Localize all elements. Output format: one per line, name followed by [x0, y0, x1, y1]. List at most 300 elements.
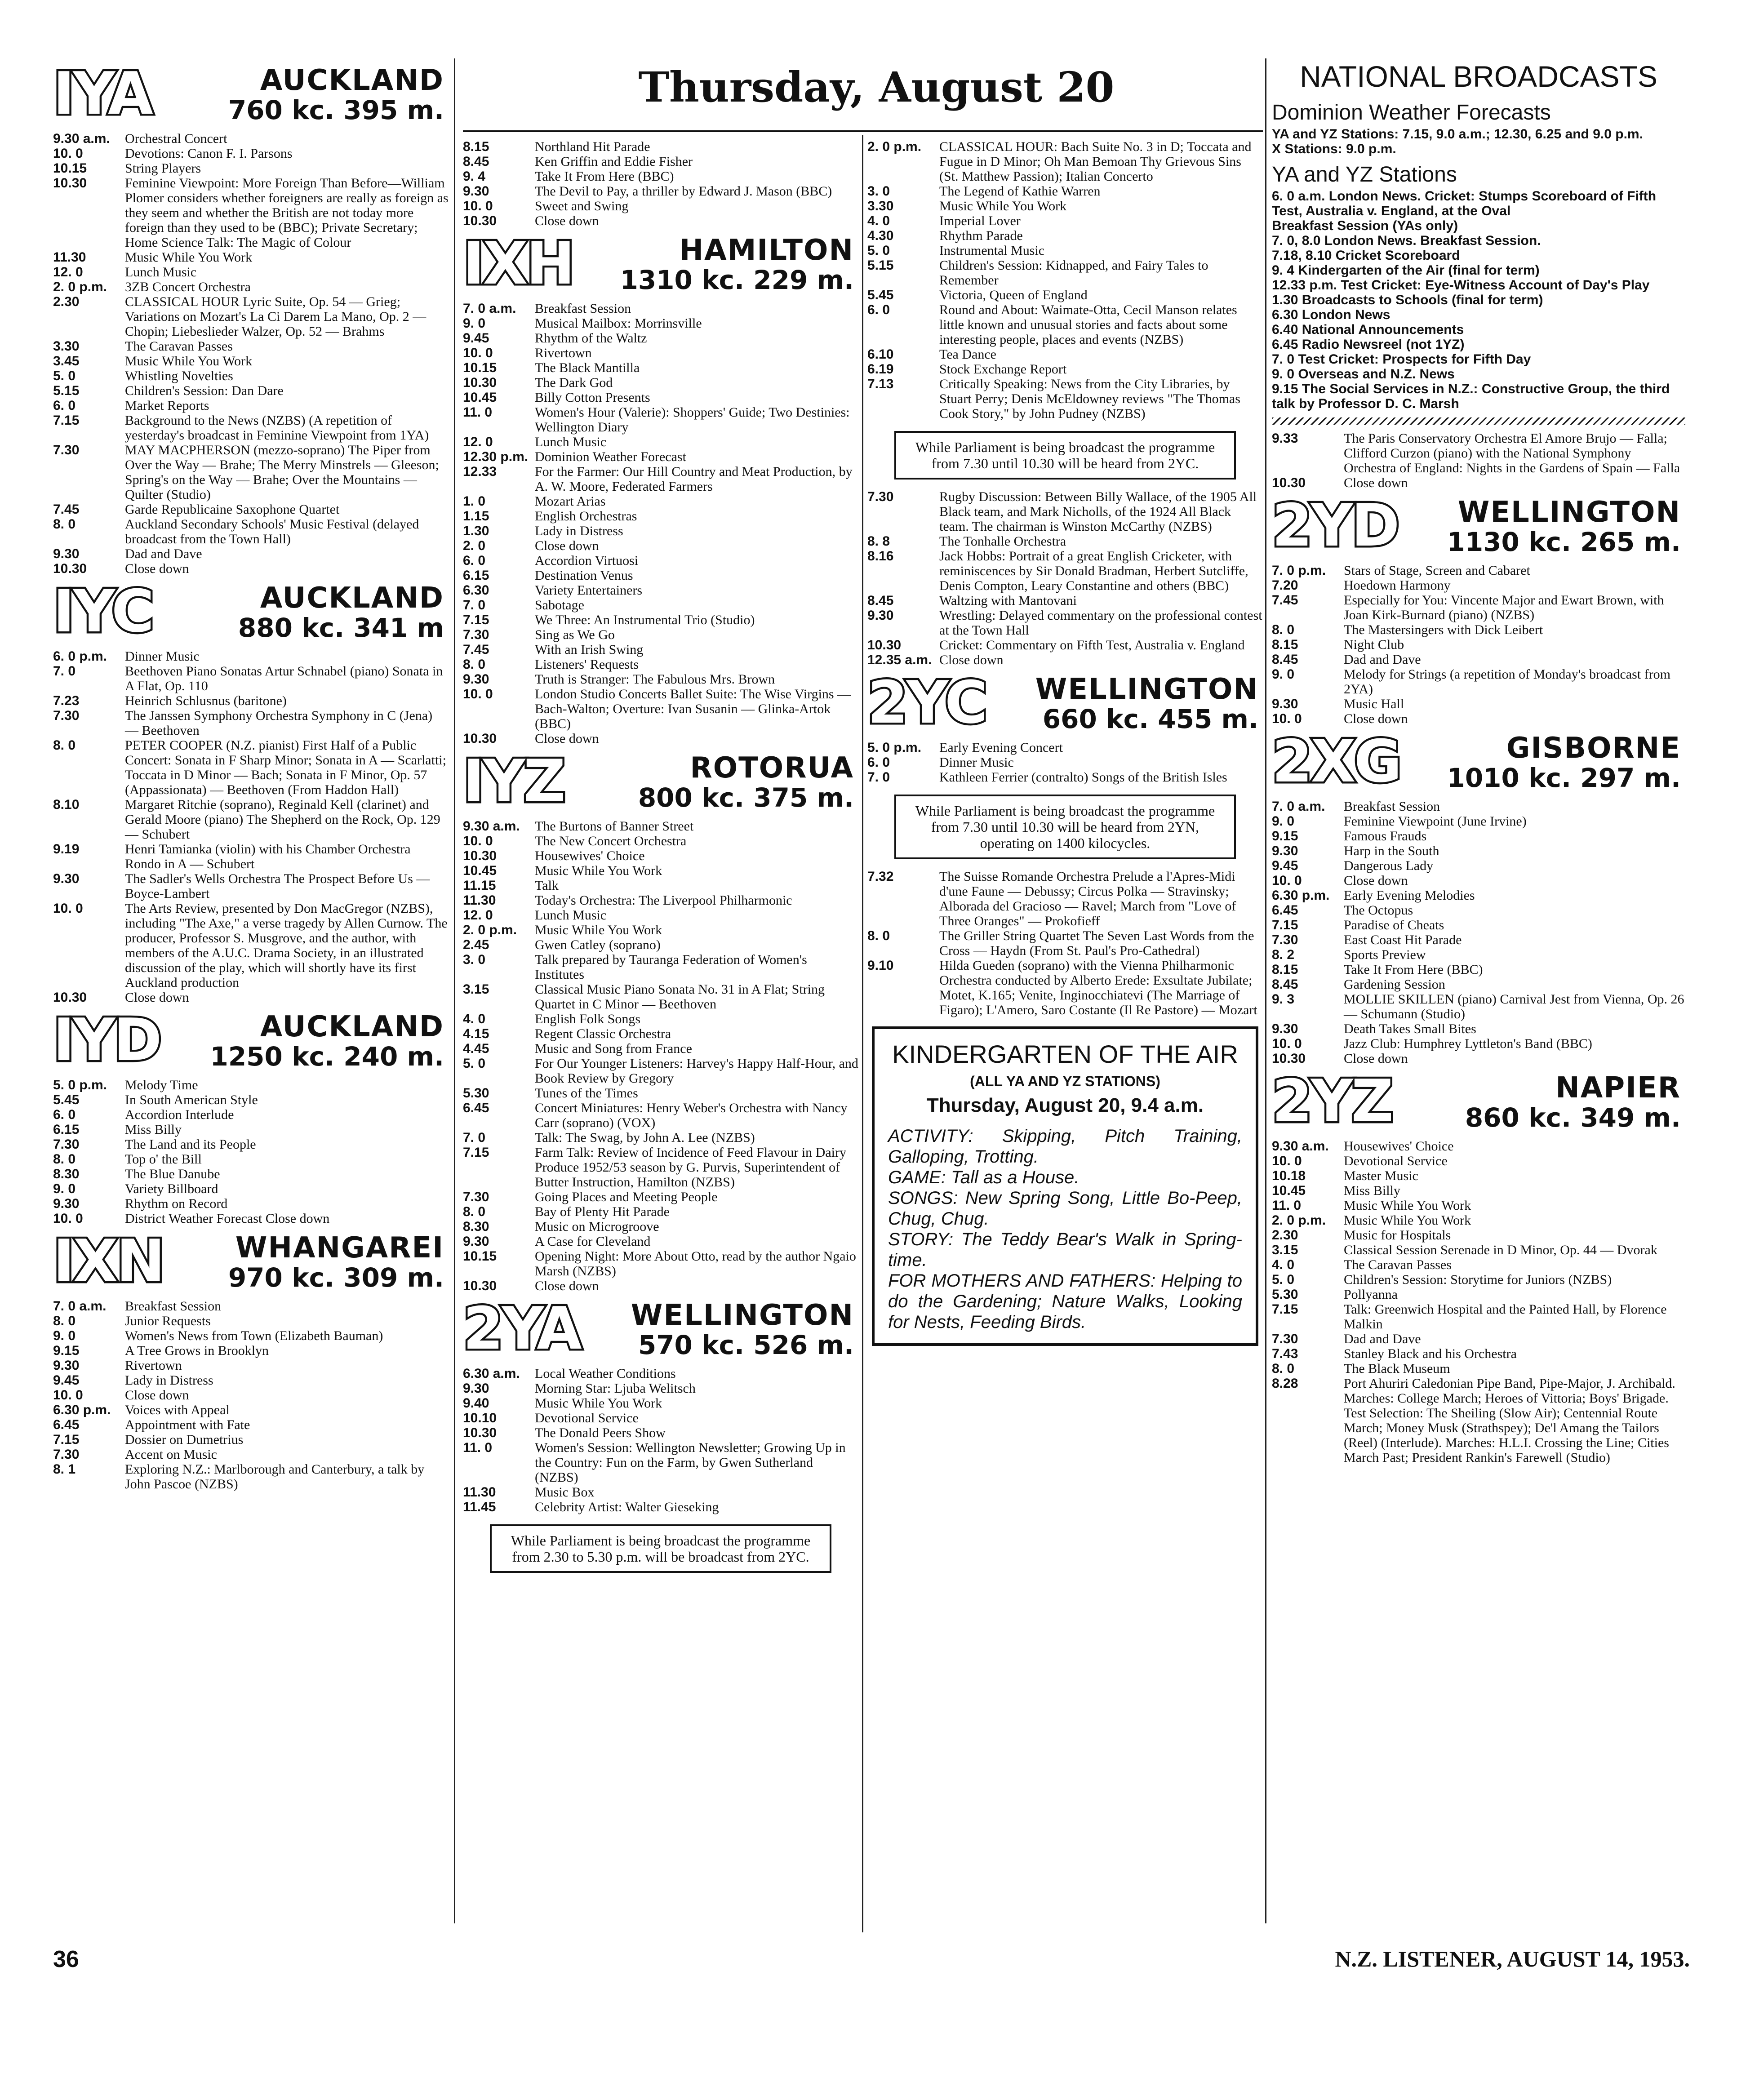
- kindergarten-line: STORY: The Teddy Bear's Walk in Spring-time.: [888, 1230, 1242, 1270]
- programme-title: Lady in Distress: [535, 524, 623, 538]
- programme-time: 7.43: [1272, 1346, 1298, 1361]
- programme-title: Rhythm of the Waltz: [535, 331, 647, 346]
- programme-entry: [1272, 1183, 1685, 1198]
- programme-entry: [867, 958, 1263, 1017]
- programme-entry: [1272, 667, 1685, 697]
- programme-time: 10.30: [1272, 475, 1306, 490]
- programme-entry: [53, 146, 449, 161]
- programme-entry: [463, 464, 858, 494]
- programme-entry: [53, 1447, 449, 1462]
- weather-line: YA and YZ Stations: 7.15, 9.0 a.m.; 12.30, 6.25 and 9.0 p.m.: [1272, 127, 1643, 142]
- programme-title: Night Club: [1344, 637, 1404, 652]
- programme-entry: [463, 1485, 858, 1500]
- programme-title: English Orchestras: [535, 509, 637, 524]
- programme-entry: [463, 1381, 858, 1396]
- programme-entry: [463, 1425, 858, 1440]
- national-line: 6. 0 a.m. London News. Cricket: Stumps Scoreboard of Fifth Test, Australia v. England, at the Oval: [1272, 189, 1657, 218]
- programme-entry: [463, 863, 858, 878]
- issue-footer: N.Z. LISTENER, AUGUST 14, 1953.: [1335, 1946, 1690, 1971]
- programme-title: Variety Entertainers: [535, 583, 643, 598]
- column-rule: [454, 58, 455, 1923]
- programme-entry: [53, 131, 449, 146]
- programme-time: 9.30: [53, 871, 80, 886]
- programme-entry: [463, 1041, 858, 1056]
- programme-entry: [1272, 1154, 1685, 1168]
- programme-entry: [1272, 1036, 1685, 1051]
- programme-entry: [463, 893, 858, 908]
- programme-entry: [53, 443, 449, 502]
- programme-time: 10.15: [463, 1249, 497, 1264]
- programme-entry: [867, 638, 1263, 653]
- programme-title: Imperial Lover: [939, 213, 1021, 228]
- programme-entry: [463, 731, 858, 746]
- kindergarten-line: ACTIVITY: Skipping, Pitch Training, Galloping, Trotting.: [888, 1126, 1242, 1167]
- kindergarten-date: Thursday, August 20, 9.4 a.m.: [926, 1094, 1204, 1116]
- programme-title: Garde Republicaine Saxophone Quartet: [125, 502, 340, 517]
- programme-time: 9.15: [1272, 829, 1298, 844]
- station-header: [53, 577, 449, 647]
- programme-title: Farm Talk: Review of Incidence of Feed Flavour in Dairy Produce 1952/53 season by G. Purvis, Superintendent of Butter Instruction, Hamilton (NZBS): [535, 1145, 846, 1190]
- programme-entry: [53, 990, 449, 1005]
- station-frequency: 860 kc. 349 m.: [1465, 1102, 1681, 1133]
- programme-time: 9.30: [1272, 697, 1298, 711]
- kindergarten-line: FOR MOTHERS AND FATHERS: Helping to do the Gardening; Nature Walks, Looking for Nests, Feeding Birds.: [888, 1271, 1242, 1332]
- programme-title: Rhythm on Record: [125, 1196, 228, 1211]
- programme-time: 7.45: [53, 502, 80, 517]
- programme-time: 9. 0: [1272, 814, 1295, 829]
- programme-title: Close down: [535, 213, 599, 228]
- programme-time: 10.30: [867, 638, 902, 653]
- programme-entry: [1272, 652, 1685, 667]
- programme-time: 10. 0: [53, 146, 83, 161]
- programme-time: 3.30: [53, 339, 80, 354]
- programme-time: 10. 0: [53, 1388, 83, 1403]
- programme-entry: [53, 1314, 449, 1328]
- programme-title: Morning Star: Ljuba Welitsch: [535, 1381, 696, 1396]
- programme-title: Devotional Service: [535, 1411, 639, 1425]
- programme-time: 3.30: [867, 199, 894, 213]
- station-city: NAPIER: [1555, 1071, 1681, 1105]
- programme-time: 8. 0: [1272, 622, 1295, 637]
- programme-entry: [1272, 799, 1685, 814]
- programme-time: 7.32: [867, 869, 894, 884]
- programme-entry: [53, 1373, 449, 1388]
- programme-title: The Burtons of Banner Street: [535, 819, 694, 834]
- programme-entry: [463, 169, 858, 184]
- national-line: 7.18, 8.10 Cricket Scoreboard: [1272, 248, 1460, 263]
- programme-title: Sports Preview: [1344, 947, 1426, 962]
- programme-entry: [463, 583, 858, 598]
- programme-title: Auckland Secondary Schools' Music Festival (delayed broadcast from the Town Hall): [125, 517, 419, 546]
- programme-title: PETER COOPER (N.Z. pianist) First Half of a Public Concert: Sonata in F Sharp Minor; Sonata in A — Scarlatti; Toccata in D Minor — Bach; Sonata in F Minor, Op. 57 (Appassionata) — Beethoven (From Haddon Hall): [125, 738, 446, 797]
- programme-title: The Land and its People: [125, 1137, 256, 1152]
- programme-title: The Caravan Passes: [1344, 1257, 1452, 1272]
- kindergarten-line: SONGS: New Spring Song, Little Bo-Peep, Chug, Chug.: [888, 1188, 1242, 1229]
- programme-time: 8.15: [1272, 962, 1298, 977]
- programme-time: 6.15: [463, 568, 489, 583]
- programme-title: Miss Billy: [125, 1122, 182, 1137]
- programme-entry: [463, 1366, 858, 1381]
- programme-entry: [867, 258, 1263, 288]
- programme-entry: [53, 368, 449, 383]
- programme-title: Exploring N.Z.: Marlborough and Canterbury, a talk by John Pascoe (NZBS): [125, 1462, 425, 1492]
- programme-entry: [1272, 711, 1685, 726]
- programme-time: 8. 0: [1272, 1361, 1295, 1376]
- programme-title: Music While You Work: [1344, 1198, 1471, 1213]
- programme-title: The Sadler's Wells Orchestra The Prospect Before Us — Boyce-Lambert: [125, 871, 430, 901]
- programme-entry: [463, 1012, 858, 1026]
- programme-time: 7.30: [463, 1190, 489, 1204]
- programme-time: 7. 0 p.m.: [1272, 563, 1326, 578]
- programme-time: 9.40: [463, 1396, 489, 1411]
- programme-time: 6.45: [1272, 903, 1298, 918]
- national-line: 6.45 Radio Newsreel (not 1YZ): [1272, 337, 1465, 352]
- programme-time: 10.30: [53, 990, 87, 1005]
- programme-entry: [53, 1417, 449, 1432]
- programme-title: The Tonhalle Orchestra: [939, 534, 1066, 549]
- programme-entry: [867, 928, 1263, 958]
- programme-title: Talk: The Swag, by John A. Lee (NZBS): [535, 1130, 755, 1145]
- programme-title: Rugby Discussion: Between Billy Wallace, of the 1905 All Black team, and Mark Nicholls, of the 1924 All Black team. The chairman is Winston McCarthy (NZBS): [939, 489, 1257, 534]
- programme-entry: [53, 1358, 449, 1373]
- national-line: 9. 4 Kindergarten of the Air (final for term): [1272, 263, 1540, 278]
- parliament-notice: While Parliament is being broadcast the programme from 2.30 to 5.30 p.m. will be broadcast from 2YC.: [490, 1524, 831, 1573]
- programme-time: 6.45: [463, 1101, 489, 1115]
- programme-entry: [463, 568, 858, 583]
- programme-time: 4.45: [463, 1041, 489, 1056]
- station-frequency: 1310 kc. 229 m.: [620, 265, 854, 295]
- programme-title: The Suisse Romande Orchestra Prelude a l'Apres-Midi d'une Faune — Debussy; Circus Polka — Stravinsky; Alborada del Gracioso — Ravel; March from "Love of Three Oranges" — Prokofieff: [939, 869, 1236, 928]
- programme-title: Henri Tamianka (violin) with his Chamber Orchestra Rondo in A — Schubert: [125, 842, 411, 871]
- programme-entry: [463, 1026, 858, 1041]
- programme-title: Ken Griffin and Eddie Fisher: [535, 154, 693, 169]
- programme-entry: [463, 908, 858, 923]
- programme-entry: [463, 1234, 858, 1249]
- programme-entry: [463, 1396, 858, 1411]
- programme-time: 6.45: [53, 1417, 80, 1432]
- programme-title: The Black Museum: [1344, 1361, 1450, 1376]
- programme-title: English Folk Songs: [535, 1012, 641, 1026]
- national-line: 9. 0 Overseas and N.Z. News: [1272, 367, 1455, 382]
- programme-title: Music While You Work: [125, 354, 253, 368]
- programme-time: 3.15: [463, 982, 489, 997]
- station-call-sign: IYC: [53, 577, 153, 645]
- heading-rule: [463, 130, 1263, 132]
- programme-time: 7.30: [53, 1137, 80, 1152]
- date-heading: Thursday, August 20: [638, 63, 1115, 111]
- programme-title: Talk: Greenwich Hospital and the Painted Hall, by Florence Malkin: [1344, 1302, 1667, 1332]
- programme-title: Children's Session: Dan Dare: [125, 383, 284, 398]
- station-header: [867, 668, 1263, 738]
- programme-entry: [463, 1130, 858, 1145]
- programme-entry: [1272, 1272, 1685, 1287]
- programme-entry: [53, 664, 449, 693]
- programme-entry: [463, 657, 858, 672]
- programme-entry: [463, 1145, 858, 1190]
- programme-time: 7.45: [1272, 593, 1298, 608]
- programme-title: Regent Classic Orchestra: [535, 1026, 671, 1041]
- programme-entry: [463, 627, 858, 642]
- programme-title: MOLLIE SKILLEN (piano) Carnival Jest from Vienna, Op. 26 — Schumann (Studio): [1344, 992, 1684, 1021]
- programme-time: 7.30: [53, 708, 80, 723]
- programme-entry: [1272, 1361, 1685, 1376]
- station-header: [53, 1227, 449, 1297]
- programme-title: Musical Mailbox: Morrinsville: [535, 316, 702, 331]
- programme-entry: [463, 834, 858, 848]
- programme-entry: [463, 553, 858, 568]
- programme-title: Harp in the South: [1344, 844, 1439, 858]
- programme-title: Rivertown: [125, 1358, 182, 1373]
- programme-entry: [1272, 858, 1685, 873]
- programme-title: Close down: [939, 653, 1004, 667]
- programme-time: 4.15: [463, 1026, 489, 1041]
- programme-title: Sing as We Go: [535, 627, 615, 642]
- programme-time: 7.30: [53, 443, 80, 457]
- programme-title: Death Takes Small Bites: [1344, 1021, 1476, 1036]
- programme-title: Sabotage: [535, 598, 584, 613]
- station-frequency: 970 kc. 309 m.: [228, 1262, 444, 1293]
- programme-title: Wrestling: Delayed commentary on the professional contest at the Town Hall: [939, 608, 1262, 638]
- programme-time: 9.30: [1272, 844, 1298, 858]
- programme-time: 7. 0: [463, 1130, 486, 1145]
- programme-title: District Weather Forecast Close down: [125, 1211, 330, 1226]
- programme-entry: [53, 502, 449, 517]
- programme-entry: [463, 199, 858, 213]
- programme-time: 11.30: [463, 893, 496, 908]
- programme-title: Bay of Plenty Hit Parade: [535, 1204, 670, 1219]
- programme-entry: [1272, 888, 1685, 903]
- programme-entry: [53, 265, 449, 280]
- programme-entry: [463, 390, 858, 405]
- programme-entry: [1272, 918, 1685, 932]
- programme-entry: [1272, 1228, 1685, 1243]
- programme-time: 12. 0: [463, 435, 493, 449]
- programme-title: A Case for Cleveland: [535, 1234, 651, 1249]
- programme-entry: [53, 693, 449, 708]
- programme-title: Hilda Gueden (soprano) with the Vienna Philharmonic Orchestra conducted by Alberto Erede: Exsultate Jubilate; Motet, K.165; Venite, Inginocchiatevi (The Marriage of Figaro); L'Amero, Saro Costante (Il Re Pastore) — Mozart: [939, 958, 1257, 1017]
- programme-entry: [463, 1219, 858, 1234]
- programme-title: The Janssen Symphony Orchestra Symphony in C (Jena) — Beethoven: [125, 708, 433, 738]
- programme-title: Melody Time: [125, 1078, 198, 1092]
- programme-title: Port Ahuriri Caledonian Pipe Band, Pipe-Major, J. Archibald. Marches: College March; Heroes of Vittoria; Boys' Brigade. Test Selection: The Sheiling (Slow Air); Centennial Route March; Money Musk (Strathspey); De'l Amang the Tailors (Reel) (Interlude). Marches: H.L.I. Crossing the Line; Cities March Past; President Rankin's Farewell (Studio): [1344, 1376, 1675, 1465]
- programme-time: 10. 0: [53, 901, 83, 916]
- station-call-sign: IYZ: [463, 747, 564, 815]
- programme-entry: [867, 377, 1263, 421]
- programme-time: 10.30: [463, 375, 497, 390]
- programme-time: 4. 0: [867, 213, 890, 228]
- programme-entry: [867, 288, 1263, 302]
- stations-heading: YA and YZ Stations: [1272, 163, 1457, 186]
- programme-title: Early Evening Concert: [939, 740, 1063, 755]
- programme-entry: [53, 649, 449, 664]
- wavy-divider: [1272, 417, 1685, 425]
- programme-entry: [463, 937, 858, 952]
- national-broadcasts: [1272, 58, 1685, 425]
- programme-title: London Studio Concerts Ballet Suite: The Wise Virgins — Bach-Walton; Overture: Ivan Susanin — Glinka-Artok (BBC): [535, 687, 851, 731]
- programme-title: Miss Billy: [1344, 1183, 1400, 1198]
- programme-time: 10.30: [463, 848, 497, 863]
- programme-time: 4. 0: [463, 1012, 486, 1026]
- programme-entry: [53, 1299, 449, 1314]
- programme-title: CLASSICAL HOUR: Bach Suite No. 3 in D; Toccata and Fugue in D Minor; Oh Man Bemoan Thy Grievous Sins (St. Matthew Passion); Italian Concerto: [939, 139, 1252, 184]
- programme-time: 2. 0: [463, 538, 486, 553]
- programme-entry: [463, 360, 858, 375]
- weather-heading: Dominion Weather Forecasts: [1272, 101, 1551, 124]
- station-frequency: 570 kc. 526 m.: [638, 1330, 854, 1360]
- programme-entry: [463, 1440, 858, 1485]
- programme-time: 10. 0: [1272, 1036, 1302, 1051]
- programme-entry: [867, 199, 1263, 213]
- programme-title: Rivertown: [535, 346, 592, 360]
- programme-entry: [867, 608, 1263, 638]
- programme-time: 8. 0: [53, 517, 76, 532]
- programme-time: 9.30 a.m.: [1272, 1139, 1329, 1154]
- station-header: [463, 229, 858, 299]
- programme-entry: [1272, 475, 1685, 490]
- programme-entry: [53, 383, 449, 398]
- programme-time: 7.20: [1272, 578, 1298, 593]
- programme-entry: [463, 687, 858, 731]
- programme-title: Feminine Viewpoint: More Foreign Than Before—William Plomer considers whether foreigners are really as foreign as they seem and whether the British are not today more foreign than they used to be (BBC); Private Secretary; Home Science Talk: The Magic of Colour: [125, 176, 449, 250]
- programme-time: 11.30: [53, 250, 86, 265]
- programme-entry: [53, 797, 449, 842]
- programme-time: 9.33: [1272, 431, 1298, 446]
- programme-time: 12.35 a.m.: [867, 653, 932, 667]
- programme-title: Rhythm Parade: [939, 228, 1023, 243]
- programme-time: 2. 0 p.m.: [867, 139, 922, 154]
- programme-time: 9. 3: [1272, 992, 1295, 1007]
- programme-time: 2.30: [1272, 1228, 1298, 1243]
- programme-time: 9.30: [463, 1381, 489, 1396]
- programme-title: Close down: [125, 990, 189, 1005]
- programme-title: Stock Exchange Report: [939, 362, 1067, 377]
- programme-title: Mozart Arias: [535, 494, 606, 509]
- programme-title: Victoria, Queen of England: [939, 288, 1088, 302]
- programme-entry: [867, 228, 1263, 243]
- programme-time: 8. 2: [1272, 947, 1295, 962]
- programme-entry: [463, 982, 858, 1012]
- programme-title: The Blue Danube: [125, 1167, 220, 1181]
- programme-entry: [463, 1204, 858, 1219]
- parliament-notice: While Parliament is being broadcast the programme from 7.30 until 10.30 will be heard from 2YN, operating on 1400 kilocycles.: [894, 795, 1236, 859]
- programme-time: 8. 0: [53, 1152, 76, 1167]
- programme-entry: [463, 494, 858, 509]
- programme-title: Music and Song from France: [535, 1041, 692, 1056]
- station-city: AUCKLAND: [260, 582, 444, 615]
- programme-entry: [463, 213, 858, 228]
- programme-entry: [1272, 1332, 1685, 1346]
- programme-title: We Three: An Instrumental Trio (Studio): [535, 613, 755, 627]
- programme-entry: [463, 878, 858, 893]
- programme-entry: [53, 1167, 449, 1181]
- programme-entry: [463, 405, 858, 435]
- programme-title: Close down: [535, 1279, 599, 1293]
- programme-title: Close down: [1344, 1051, 1408, 1066]
- programme-time: 5.15: [53, 383, 80, 398]
- programme-time: 8.28: [1272, 1376, 1298, 1391]
- programme-time: 11.15: [463, 878, 496, 893]
- programme-title: Take It From Here (BBC): [1344, 962, 1483, 977]
- programme-entry: [53, 842, 449, 871]
- programme-time: 3. 0: [867, 184, 890, 199]
- programme-entry: [1272, 1302, 1685, 1332]
- programme-title: Background to the News (NZBS) (A repetition of yesterday's broadcast in Feminine Viewpoint from 1YA): [125, 413, 429, 443]
- weather-line: X Stations: 9.0 p.m.: [1272, 142, 1396, 156]
- programme-entry: [867, 347, 1263, 362]
- programme-entry: [463, 1249, 858, 1279]
- programme-time: 7.23: [53, 693, 80, 708]
- programme-title: Children's Session: Storytime for Juniors (NZBS): [1344, 1272, 1612, 1287]
- programme-entry: [867, 770, 1263, 785]
- programme-time: 2. 0 p.m.: [1272, 1213, 1326, 1228]
- programme-time: 10.10: [463, 1411, 497, 1425]
- programme-time: 7. 0: [463, 598, 486, 613]
- national-line: 1.30 Broadcasts to Schools (final for term): [1272, 293, 1543, 307]
- programme-time: 6.15: [53, 1122, 80, 1137]
- programme-title: String Players: [125, 161, 201, 176]
- programme-entry: [1272, 622, 1685, 637]
- programme-time: 10. 0: [463, 346, 493, 360]
- programme-title: Devotional Service: [1344, 1154, 1448, 1168]
- station-city: WELLINGTON: [1035, 673, 1258, 706]
- programme-time: 5. 0 p.m.: [867, 740, 922, 755]
- programme-entry: [1272, 962, 1685, 977]
- programme-entry: [53, 517, 449, 546]
- programme-time: 8.16: [867, 549, 894, 564]
- station-frequency: 800 kc. 375 m.: [638, 782, 854, 813]
- programme-time: 7.13: [867, 377, 894, 391]
- programme-time: 9.30: [867, 608, 894, 623]
- programme-entry: [53, 1211, 449, 1226]
- programme-time: 8.15: [463, 139, 489, 154]
- programme-title: Round and About: Waimate-Otta, Cecil Manson relates little known and unusual stories and facts about some interesting people, places and events (NZBS): [939, 302, 1237, 347]
- programme-entry: [463, 923, 858, 937]
- programme-title: Devotions: Canon F. I. Parsons: [125, 146, 293, 161]
- station-city: AUCKLAND: [260, 64, 444, 97]
- programme-title: Lady in Distress: [125, 1373, 213, 1388]
- programme-time: 9. 4: [463, 169, 486, 184]
- programme-entry: [53, 708, 449, 738]
- programme-title: Dossier on Dumetrius: [125, 1432, 244, 1447]
- programme-entry: [1272, 593, 1685, 622]
- programme-entry: [463, 524, 858, 538]
- programme-entry: [1272, 637, 1685, 652]
- programme-title: Concert Miniatures: Henry Weber's Orchestra with Nancy Carr (soprano) (VOX): [535, 1101, 848, 1130]
- programme-time: 10.45: [1272, 1183, 1306, 1198]
- programme-entry: [463, 139, 858, 154]
- programme-entry: [53, 250, 449, 265]
- programme-time: 8.45: [1272, 977, 1298, 992]
- programme-entry: [53, 1181, 449, 1196]
- programme-time: 6.30 p.m.: [1272, 888, 1330, 903]
- programme-entry: [867, 213, 1263, 228]
- programme-time: 6. 0 p.m.: [53, 649, 107, 664]
- programme-title: 3ZB Concert Orchestra: [125, 280, 251, 294]
- programme-time: 5.45: [53, 1092, 80, 1107]
- station-city: AUCKLAND: [260, 1010, 444, 1043]
- programme-entry: [463, 1086, 858, 1101]
- programme-time: 8.45: [463, 154, 489, 169]
- programme-title: Pollyanna: [1344, 1287, 1398, 1302]
- programme-title: MAY MACPHERSON (mezzo-soprano) The Piper from Over the Way — Brahe; The Merry Minstrels — Gleeson; Spring's on the Way — Brahe; Over the Mountains — Quilter (Studio): [125, 443, 439, 502]
- programme-title: Melody for Strings (a repetition of Monday's broadcast from 2YA): [1344, 667, 1670, 697]
- programme-entry: [53, 1196, 449, 1211]
- programme-time: 12.30 p.m.: [463, 449, 529, 464]
- programme-entry: [53, 1092, 449, 1107]
- programme-entry: [1272, 1287, 1685, 1302]
- programme-title: Classical Music Piano Sonata No. 31 in A Flat; String Quartet in C Minor — Beethoven: [535, 982, 825, 1012]
- programme-entry: [463, 509, 858, 524]
